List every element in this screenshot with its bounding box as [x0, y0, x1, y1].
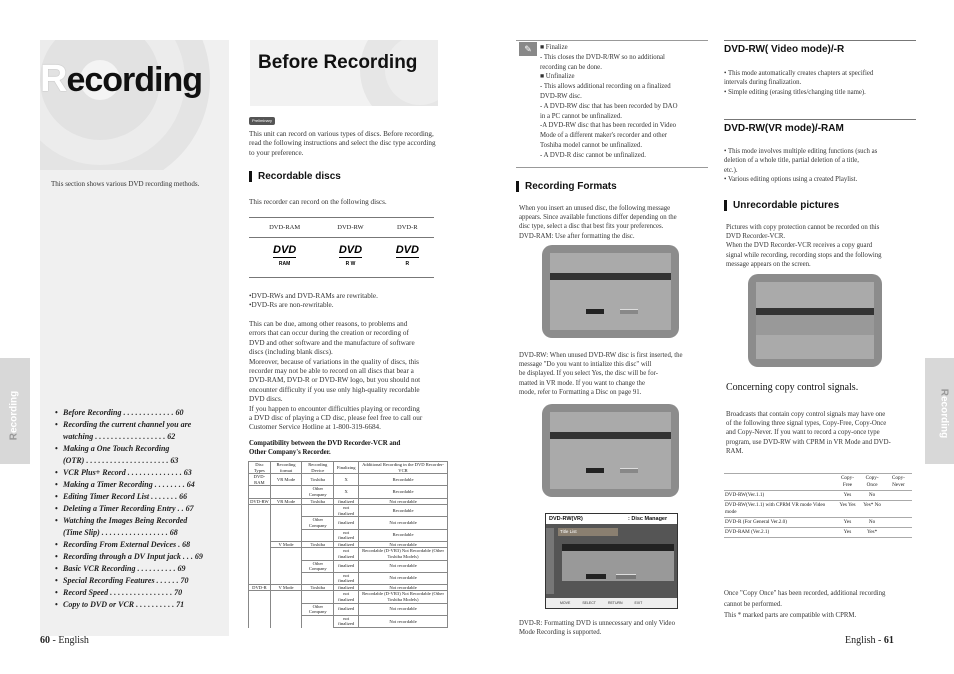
- compat-cell: DVD-RW: [250, 498, 269, 504]
- disc-bullets: [249, 292, 378, 311]
- disc-notes-paragraph: [249, 320, 441, 433]
- text-line: DVD-RAM: Use after formatting the disc.: [519, 232, 635, 240]
- text-line: - This closes the DVD-R/RW so no additional: [540, 53, 665, 61]
- copy-cell: Yes Yes: [836, 501, 860, 518]
- text-line: DVD and other software and the manufacture of software: [249, 338, 415, 347]
- text-line: Toshiba model cannot be unfinalized.: [540, 141, 643, 149]
- recordable-text: This recorder can record on the following discs.: [249, 198, 387, 206]
- copy-header-cell: Copy-Never: [885, 474, 912, 491]
- compat-cell: Not recordable: [359, 603, 448, 615]
- page-footer-right: [845, 635, 894, 646]
- unrecordable-text: [726, 223, 918, 269]
- compat-cell: [249, 591, 271, 603]
- dvd-logo-text: DVD: [273, 244, 297, 256]
- text-line: • Simple editing (erasing titles/changing title name).: [724, 88, 866, 96]
- text-line: - A DVD-RW disc that has been recorded by DAO: [540, 102, 678, 110]
- screen-area: [550, 412, 671, 489]
- disc-manager-footer: [546, 598, 677, 608]
- text-line: appears. Since available functions differ depending on the: [519, 214, 677, 222]
- dialog-button: [616, 574, 636, 579]
- text-line: - A DVD-R disc cannot be unfinalized.: [540, 151, 646, 159]
- chapter-title-initial: R: [40, 58, 67, 100]
- dvd-r-text: [519, 619, 709, 637]
- compat-cell: Toshiba: [302, 498, 334, 505]
- dialog-button: [586, 574, 606, 579]
- footer-hint: EXIT: [634, 601, 643, 605]
- toc-item-line: Editing Timer Record List . . . . . . . 66: [63, 492, 188, 501]
- page-title: Before Recording: [258, 52, 418, 73]
- dialog-title-bar: [756, 308, 874, 315]
- compat-cell: [270, 560, 301, 572]
- toc-item-line: watching . . . . . . . . . . . . . . . . . . 62: [63, 432, 176, 441]
- toc-item-line: Recording From External Devices . 68: [63, 540, 191, 549]
- toc-bullet: •: [55, 420, 58, 429]
- toc-bullet: •: [55, 468, 58, 477]
- compat-cell: Not recordable: [359, 584, 448, 591]
- section-heading-copy-control: Concerning copy control signals.: [726, 382, 859, 393]
- toc-item: [55, 467, 205, 479]
- toc-bullet: •: [55, 516, 58, 525]
- text-line: be displayed. If you select Yes, the disc will be for-: [519, 370, 658, 378]
- side-tab-rest: ecording: [938, 396, 950, 439]
- compat-cell: [270, 548, 301, 560]
- toc-item: [55, 563, 205, 575]
- compat-cell: not finalized: [334, 529, 359, 541]
- dvd-rw-text: [519, 351, 709, 397]
- section-heading-vr-mode: DVD-RW(VR mode)/-RAM: [724, 119, 916, 134]
- toc-item: [55, 575, 205, 587]
- text-line: recording can be done.: [540, 63, 602, 71]
- chapter-title-rest: ecording: [66, 61, 203, 99]
- vr-mode-text: [724, 147, 916, 185]
- dialog-button: [586, 309, 604, 314]
- compat-cell: Recordable: [359, 486, 448, 498]
- side-tab-label-left: [9, 386, 20, 446]
- copy-cell: DVD-RW(Ver.1.1): [724, 491, 836, 501]
- compat-cell: [270, 505, 301, 517]
- dialog-button: [586, 468, 604, 473]
- compat-cell: [302, 505, 334, 517]
- table-row: [249, 572, 448, 584]
- text-line: in a PC cannot be unfinalized.: [540, 112, 622, 120]
- text-line: etc.).: [724, 166, 738, 174]
- dvd-rw-logo: [320, 238, 380, 278]
- compat-cell: Not recordable: [359, 560, 448, 572]
- compat-cell: not finalized: [334, 591, 359, 603]
- compat-cell: Other Company: [302, 603, 334, 615]
- text-line: intervals during finalization.: [724, 79, 802, 87]
- intro-text: This unit can record on various types of discs. Before recording, read the following instructions and select the disc type according to your preference.: [249, 130, 436, 157]
- compatibility-table: [248, 461, 448, 628]
- text-line: signal while recording, recording stops and the following: [726, 251, 882, 259]
- tv-screen-rw: [542, 404, 679, 497]
- copy-cell: [885, 501, 912, 518]
- page-footer-left: [40, 635, 89, 646]
- bullet-item: •DVD-Rs are non-rewritable.: [249, 301, 334, 310]
- text-line: • This mode automatically creates chapters at specified: [724, 70, 874, 77]
- copy-cell: Yes: [836, 491, 860, 501]
- text-line: This * marked parts are compatible with CPRM.: [724, 612, 857, 619]
- compat-cell: not finalized: [334, 505, 359, 517]
- copy-cell: DVD-RAM (Ver.2.1): [724, 528, 836, 538]
- text-line: message appears on the screen.: [726, 260, 811, 268]
- text-line: Customer Service Hotline at 1-800-319-6684.: [249, 423, 381, 432]
- compat-cell: [249, 486, 271, 498]
- copy-header-cell: Copy-Free: [836, 474, 860, 491]
- compat-cell: [249, 572, 271, 584]
- compat-header-cell: Recording Device: [302, 462, 334, 474]
- compat-cell: [302, 615, 334, 627]
- toc-item-line: Making a Timer Recording . . . . . . . . 64: [63, 480, 195, 489]
- text-line: • This mode involves multiple editing functions (such as: [724, 148, 878, 155]
- page-number: 60: [40, 635, 50, 646]
- compat-heading: [249, 440, 400, 457]
- toc-item-line: Deleting a Timer Recording Entry . . 67: [63, 504, 194, 513]
- compat-header-cell: Disc Types: [249, 462, 271, 474]
- dialog-body: [756, 315, 874, 335]
- text-line: -A DVD-RW disc that has been recorded in Video: [540, 122, 677, 130]
- text-line: Broadcasts that contain copy control signals may have one: [726, 411, 886, 418]
- compat-cell: [249, 548, 271, 560]
- table-row: [249, 541, 448, 548]
- toc-bullet: •: [55, 588, 58, 597]
- text-line: matted in VR mode. If you want to change the: [519, 379, 645, 387]
- table-row: [724, 518, 912, 528]
- toc-item: [55, 599, 205, 611]
- compat-cell: Not recordable: [359, 498, 448, 505]
- compat-cell: VR Mode: [270, 498, 301, 505]
- copy-cell: DVD-R (For General Ver.2.0): [724, 518, 836, 528]
- text-line: mode, refer to Formatting a Disc on page 91.: [519, 388, 642, 396]
- bullet-item: •DVD-RWs and DVD-RAMs are rewritable.: [249, 292, 378, 300]
- toc-bullet: •: [55, 552, 58, 561]
- text-line: of the following three signal types, Copy-Free, Copy-Once: [726, 420, 887, 428]
- text-line: DVD-RW: When unused DVD-RW disc is first inserted, the: [519, 352, 683, 359]
- copy-once-note: [724, 588, 914, 621]
- compat-heading-line: Other Company's Recorder.: [249, 448, 331, 456]
- compat-cell: Not recordable: [359, 572, 448, 584]
- toc-item: [55, 479, 205, 491]
- disc-type-cell: DVD-R: [381, 218, 434, 238]
- note-icon: ✎: [519, 42, 537, 56]
- text-line: This can be due, among other reasons, to problems and: [249, 320, 408, 328]
- compat-cell: [270, 615, 301, 627]
- toc-bullet: •: [55, 504, 58, 513]
- page-language: English -: [845, 635, 884, 646]
- compat-cell: [249, 560, 271, 572]
- compat-cell: [270, 517, 301, 529]
- toc-item: [55, 539, 205, 551]
- copy-signal-table: [724, 473, 912, 538]
- compat-cell: Recordable: [359, 505, 448, 517]
- toc-item-line: Before Recording . . . . . . . . . . . . . 60: [63, 408, 184, 417]
- video-mode-text: [724, 69, 916, 97]
- text-line: DVD Recorder-VCR.: [726, 233, 786, 241]
- dvd-logo-sub: R W: [339, 257, 362, 270]
- toc-item-line: Special Recording Features . . . . . . 70: [63, 576, 189, 585]
- footer-hint: MOVE: [560, 601, 571, 605]
- text-line: If you happen to encounter difficulties playing or recording: [249, 404, 420, 413]
- compat-cell: Recordable (D-VR3) Not Recordable (Other Toshiba Models): [359, 591, 448, 603]
- copy-cell: [885, 518, 912, 528]
- compat-cell: [249, 529, 271, 541]
- text-line: DVD-RAM, DVD-R or DVD-RW logo, but you should not: [249, 376, 421, 385]
- compat-cell: [270, 603, 301, 615]
- table-row: [249, 591, 448, 603]
- dialog-button: [620, 468, 638, 473]
- text-line: recorder may not be able to record on all discs that bear a: [249, 367, 414, 376]
- copy-cell: Yes: [836, 518, 860, 528]
- toc-item-line: Recording through a DV Input jack . . . 69: [63, 552, 203, 561]
- compat-cell: finalized: [334, 603, 359, 615]
- toc-item: [55, 443, 205, 467]
- compat-cell: Not recordable: [359, 541, 448, 548]
- compat-cell: [270, 486, 301, 498]
- compat-cell: Toshiba: [302, 584, 334, 591]
- compat-cell: finalized: [334, 541, 359, 548]
- toc-bullet: •: [55, 492, 58, 501]
- compat-cell: DVD-RAM: [249, 474, 271, 486]
- dvd-ram-logo: [249, 238, 320, 278]
- disc-type-label: DVD-RW(VR): [549, 516, 583, 522]
- compat-cell: finalized: [334, 498, 359, 505]
- compat-cell: Other Company: [302, 560, 334, 572]
- text-line: DVD-RW disc.: [540, 92, 582, 100]
- text-line: ■ Finalize: [540, 44, 568, 51]
- disc-manager-label: : Disc Manager: [628, 516, 668, 522]
- toc-bullet: •: [55, 408, 58, 417]
- side-tab-initial: R: [938, 388, 950, 396]
- text-line: Pictures with copy protection cannot be recorded on this: [726, 224, 880, 231]
- dvd-logo-text: DVD: [395, 244, 419, 256]
- side-tab-initial: R: [8, 433, 20, 441]
- copy-control-text: [726, 410, 916, 456]
- table-row: [249, 615, 448, 627]
- compat-cell: [249, 505, 271, 517]
- toc-item-line: Watching the Images Being Recorded: [63, 516, 188, 525]
- compat-header-cell: Recording format: [270, 462, 301, 474]
- toc-bullet: •: [55, 540, 58, 549]
- toc-item-line: Copy to DVD or VCR . . . . . . . . . . 71: [63, 600, 185, 609]
- toc-item-line: (Time Slip) . . . . . . . . . . . . . . . . . 68: [63, 528, 178, 537]
- toc-item: [55, 419, 205, 443]
- table-of-contents: [55, 407, 205, 611]
- disc-manager-screen: [545, 513, 678, 609]
- dvd-logo-text: DVD: [338, 244, 363, 256]
- section-heading-video-mode: DVD-RW( Video mode)/-R: [724, 40, 916, 55]
- page-language: - English: [50, 635, 89, 646]
- toc-item-line: Record Speed . . . . . . . . . . . . . . . . 70: [63, 588, 183, 597]
- table-row: [249, 603, 448, 615]
- compat-cell: Recordable (D-VR3) Not Recordable (Other Toshiba Models): [359, 548, 448, 560]
- disc-type-table: [249, 217, 434, 278]
- table-row: [724, 491, 912, 501]
- compat-cell: VR Mode: [270, 474, 301, 486]
- dialog-button: [620, 309, 638, 314]
- text-line: Mode Recording is supported.: [519, 629, 602, 637]
- compat-cell: finalized: [334, 584, 359, 591]
- dvd-logo-sub: R: [396, 257, 419, 270]
- page-number: 61: [883, 635, 894, 646]
- table-row: [249, 505, 448, 517]
- formats-text: [519, 204, 709, 241]
- footer-hint: RETURN: [607, 601, 623, 605]
- toc-item: [55, 515, 205, 539]
- text-line: message "Do you want to intialize this disc" will: [519, 361, 652, 369]
- text-line: DVD discs.: [249, 395, 283, 404]
- table-row: [249, 474, 448, 486]
- text-line: When you insert an unused disc, the following message: [519, 205, 671, 212]
- side-tab-label-right: [939, 384, 950, 444]
- side-tab-rest: ecording: [8, 390, 20, 433]
- toc-bullet: •: [55, 576, 58, 585]
- compat-header-cell: Finalizing: [334, 462, 359, 474]
- compat-cell: not finalized: [334, 572, 359, 584]
- compat-cell: X: [334, 474, 359, 486]
- dialog-title-bar: [550, 432, 671, 439]
- copy-cell: No: [859, 491, 884, 501]
- toc-item: [55, 551, 205, 563]
- table-row: [249, 486, 448, 498]
- toc-item: [55, 503, 205, 515]
- compat-header-cell: Additional Recording in the DVD Recorder-VCR: [359, 462, 448, 474]
- footer-hint: SELECT: [582, 601, 596, 605]
- compat-cell: finalized: [334, 560, 359, 572]
- text-line: a DVD disc of playing a CD disc, please feel free to call our: [249, 414, 423, 423]
- section-heading-formats: Recording Formats: [516, 181, 617, 192]
- compat-cell: [249, 603, 271, 615]
- text-line: Moreover, because of variations in the quality of discs, this: [249, 357, 419, 366]
- toc-item-line: Basic VCR Recording . . . . . . . . . . 69: [63, 564, 186, 573]
- tv-screen-ram: [542, 245, 679, 338]
- compat-cell: [302, 591, 334, 603]
- toc-bullet: •: [55, 600, 58, 609]
- table-row: [249, 584, 448, 591]
- text-line: ■ Unfinalize: [540, 73, 575, 81]
- compat-cell: Other Company: [302, 517, 334, 529]
- copy-cell: [885, 528, 912, 538]
- toc-item-line: VCR Plus+ Record . . . . . . . . . . . . . . 63: [63, 468, 192, 477]
- compat-cell: [302, 548, 334, 560]
- text-line: DVD-R: Formatting DVD is unnecessary and only Video: [519, 620, 675, 627]
- toc-item-line: Recording the current channel you are: [63, 420, 192, 429]
- disc-type-cell: DVD-RW: [320, 218, 380, 238]
- text-line: and Copy-Never. If you want to record a copy-once type: [726, 429, 880, 437]
- compat-cell: V Mode: [270, 584, 301, 591]
- icon-column: [546, 528, 554, 594]
- toc-item: [55, 587, 205, 599]
- copy-header-cell: [724, 474, 836, 491]
- section-heading-recordable: Recordable discs: [249, 171, 341, 182]
- table-row: [249, 529, 448, 541]
- toc-bullet: •: [55, 564, 58, 573]
- compat-cell: [270, 529, 301, 541]
- text-line: encounter difficulty if you use only high-quality recordable: [249, 385, 420, 394]
- compat-cell: not finalized: [334, 548, 359, 560]
- compat-cell: Toshiba: [302, 474, 334, 486]
- finalize-notes: [540, 43, 708, 161]
- tv-screen-copy-guard: [748, 274, 882, 367]
- compat-cell: [270, 572, 301, 584]
- compat-cell: [249, 541, 271, 548]
- table-row: [249, 560, 448, 572]
- text-line: cannot be performed.: [724, 601, 782, 608]
- dvd-r-logo: [381, 238, 434, 278]
- compat-heading-line: Compatibility between the DVD Recorder-VCR and: [249, 440, 401, 447]
- copy-cell: Yes: [836, 528, 860, 538]
- chapter-intro: This section shows various DVD recording methods.: [51, 180, 200, 188]
- compat-cell: Recordable: [359, 474, 448, 486]
- toc-item: [55, 491, 205, 503]
- dialog-title-bar: [550, 273, 671, 280]
- text-line: program, use DVD-RW with CPRM in VR Mode and DVD-: [726, 438, 891, 446]
- chapter-title: [40, 58, 202, 101]
- compat-cell: Recordable: [359, 529, 448, 541]
- compat-cell: DVD-R: [249, 584, 271, 591]
- compat-cell: [249, 615, 271, 627]
- disc-type-cell: DVD-RAM: [249, 218, 320, 238]
- toc-item-line: Making a One Touch Recording: [63, 444, 170, 453]
- table-row: [724, 528, 912, 538]
- copy-header-cell: Copy-Once: [859, 474, 884, 491]
- compat-cell: [249, 517, 271, 529]
- toc-item-line: (OTR) . . . . . . . . . . . . . . . . . . . . . 63: [63, 456, 179, 465]
- toc-bullet: •: [55, 480, 58, 489]
- copy-cell: Yes*: [859, 528, 884, 538]
- text-line: • Various editing options using a created Playlist.: [724, 176, 858, 184]
- text-line: discs (including blank discs).: [249, 348, 333, 357]
- compat-cell: Other Company: [302, 486, 334, 498]
- table-row: [249, 548, 448, 560]
- compat-cell: [302, 529, 334, 541]
- preliminary-badge: Preliminary: [249, 117, 275, 125]
- table-row: [249, 517, 448, 529]
- disc-manager-titlebar: [546, 514, 677, 524]
- text-line: disc type, select a disc that best fits your preferences.: [519, 223, 664, 231]
- compat-cell: [270, 591, 301, 603]
- text-line: deletion of a whole title, partial deletion of a title,: [724, 157, 859, 165]
- text-line: errors that can occur during the creation or recording of: [249, 329, 409, 338]
- copy-cell: DVD-RW(Ver.1.1) with CPRM VR mode Video mode: [724, 501, 836, 518]
- compat-cell: V Mode: [270, 541, 301, 548]
- table-row: [249, 498, 448, 505]
- section-heading-unrecordable: Unrecordable pictures: [724, 200, 839, 211]
- compat-cell: Toshiba: [302, 541, 334, 548]
- copy-cell: Yes* No: [859, 501, 884, 518]
- text-line: When the DVD Recorder-VCR receives a copy guard: [726, 242, 873, 250]
- dvd-logo-sub: RAM: [273, 257, 296, 270]
- text-line: - This allows additional recording on a finalized: [540, 83, 671, 91]
- copy-cell: No: [859, 518, 884, 528]
- compat-cell: Not recordable: [359, 517, 448, 529]
- table-row: [724, 501, 912, 518]
- text-line: Mode of a different maker's recorder and other: [540, 132, 667, 140]
- toc-item: [55, 407, 205, 419]
- screen-area: [550, 253, 671, 330]
- compat-cell: Not recordable: [359, 615, 448, 627]
- copy-cell: [885, 491, 912, 501]
- compat-cell: X: [334, 486, 359, 498]
- text-line: Once "Copy Once" has been recorded, additional recording: [724, 590, 886, 597]
- title-list-item: Title List: [558, 528, 618, 536]
- compat-cell: finalized: [334, 517, 359, 529]
- compat-cell: [302, 572, 334, 584]
- dialog-title-bar: [562, 544, 674, 551]
- text-line: RAM.: [726, 447, 744, 455]
- compat-cell: not finalized: [334, 615, 359, 627]
- toc-bullet: •: [55, 444, 58, 453]
